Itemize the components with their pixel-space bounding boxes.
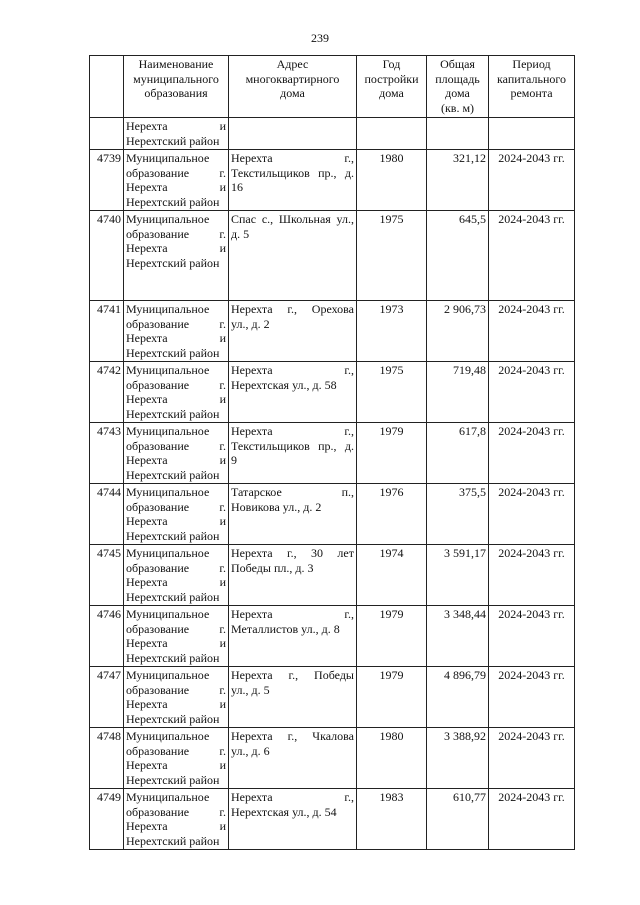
row-municipality <box>124 667 229 728</box>
row-address <box>229 789 357 850</box>
cell-line: образование г. <box>126 682 226 697</box>
header-year <box>357 56 427 118</box>
cell-line: образование г. <box>126 377 226 392</box>
row-number: 4746 <box>90 606 124 667</box>
row-municipality <box>124 362 229 423</box>
cell-line: Нерехта и <box>126 758 226 772</box>
cell-line: Нерехта г., 30 лет <box>231 546 354 560</box>
cell-line: постройки <box>364 71 419 86</box>
row-number: 4739 <box>90 150 124 211</box>
row-year: 1974 <box>357 545 427 606</box>
row-address <box>229 211 357 301</box>
row-municipality <box>124 789 229 850</box>
continuation-year <box>357 118 427 150</box>
table-row <box>90 211 575 301</box>
row-period: 2024-2043 гг. <box>489 545 575 606</box>
row-area: 645,5 <box>427 211 489 301</box>
row-period: 2024-2043 гг. <box>489 728 575 789</box>
cell-line: Нерехтский район <box>126 711 220 726</box>
cell-line: ул., д. 2 <box>231 316 270 331</box>
cell-line: Нерехта и <box>126 819 226 833</box>
row-address <box>229 150 357 211</box>
row-area: 3 388,92 <box>427 728 489 789</box>
row-municipality <box>124 606 229 667</box>
cell-line: Нерехта г., <box>231 151 354 165</box>
cell-line: ул., д. 5 <box>231 682 270 697</box>
cell-line: капитального <box>497 71 566 86</box>
cell-line: Нерехта и <box>126 119 226 133</box>
cell-line: Муниципальное <box>126 485 210 499</box>
cell-line: 9 <box>231 453 237 467</box>
cell-line: Муниципальное <box>126 668 210 682</box>
cell-line: 16 <box>231 180 243 194</box>
cell-line: дома <box>379 86 404 100</box>
cell-line: Муниципальное <box>126 363 210 377</box>
row-period: 2024-2043 гг. <box>489 484 575 545</box>
row-address <box>229 423 357 484</box>
cell-line: Победы пл., д. 3 <box>231 560 314 575</box>
row-year: 1979 <box>357 606 427 667</box>
row-area: 375,5 <box>427 484 489 545</box>
cell-line: образование г. <box>126 165 226 180</box>
row-area: 4 896,79 <box>427 667 489 728</box>
cell-line: (кв. м) <box>440 100 475 115</box>
header-period <box>489 56 575 118</box>
table-row <box>90 667 575 728</box>
cell-line: Общая <box>440 57 475 71</box>
row-number: 4741 <box>90 301 124 362</box>
cell-line: Нерехтский район <box>126 467 220 482</box>
cell-line: Нерехта и <box>126 636 226 650</box>
cell-line: Нерехтский район <box>126 528 220 543</box>
housing-registry-table <box>89 55 575 850</box>
cell-line: образование г. <box>126 438 226 453</box>
cell-line: Нерехта и <box>126 453 226 467</box>
row-municipality <box>124 150 229 211</box>
cell-line: Нерехта г., <box>231 607 354 621</box>
cell-line: Адрес <box>276 57 309 71</box>
row-year: 1975 <box>357 362 427 423</box>
cell-line: ул., д. 6 <box>231 743 270 758</box>
row-year: 1983 <box>357 789 427 850</box>
cell-line: образование г. <box>126 499 226 514</box>
row-number: 4740 <box>90 211 124 301</box>
row-year: 1979 <box>357 423 427 484</box>
row-number: 4748 <box>90 728 124 789</box>
continuation-address <box>229 118 357 150</box>
cell-line: д. 5 <box>231 226 250 241</box>
row-period: 2024-2043 гг. <box>489 606 575 667</box>
cell-line: Нерехта и <box>126 241 226 255</box>
row-municipality <box>124 484 229 545</box>
table-row <box>90 301 575 362</box>
row-period: 2024-2043 гг. <box>489 423 575 484</box>
table-row <box>90 789 575 850</box>
row-area: 3 591,17 <box>427 545 489 606</box>
cell-line: Муниципальное <box>126 790 210 804</box>
row-period: 2024-2043 гг. <box>489 301 575 362</box>
cell-line: образование г. <box>126 316 226 331</box>
table-row <box>90 362 575 423</box>
row-address <box>229 728 357 789</box>
cell-line: Нерехта и <box>126 514 226 528</box>
cell-line: Спас с., Школьная ул., <box>231 212 354 226</box>
row-year: 1980 <box>357 150 427 211</box>
row-number: 4742 <box>90 362 124 423</box>
cell-line: Нерехта и <box>126 392 226 406</box>
cell-line: Нерехта и <box>126 575 226 589</box>
cell-line: Нерехтский район <box>126 133 220 148</box>
row-number: 4744 <box>90 484 124 545</box>
cell-line: дома <box>280 86 305 100</box>
cell-line: Муниципальное <box>126 151 210 165</box>
cell-line: Металлистов ул., д. 8 <box>231 621 340 636</box>
row-year: 1979 <box>357 667 427 728</box>
row-period: 2024-2043 гг. <box>489 211 575 301</box>
row-number: 4749 <box>90 789 124 850</box>
cell-line: Нерехтская ул., д. 54 <box>231 804 337 819</box>
cell-line: Муниципальное <box>126 546 210 560</box>
cell-line: Нерехта г., <box>231 790 354 804</box>
cell-line: Муниципальное <box>126 302 210 316</box>
header-num <box>90 56 124 118</box>
cell-line: Нерехта и <box>126 331 226 345</box>
row-year: 1973 <box>357 301 427 362</box>
row-address <box>229 362 357 423</box>
header-municipality <box>124 56 229 118</box>
row-area: 719,48 <box>427 362 489 423</box>
header-area <box>427 56 489 118</box>
cell-line: образование г. <box>126 743 226 758</box>
row-area: 2 906,73 <box>427 301 489 362</box>
row-address <box>229 667 357 728</box>
cell-line: Текстильщиков пр., д. <box>231 165 354 180</box>
continuation-period <box>489 118 575 150</box>
header-address <box>229 56 357 118</box>
row-period: 2024-2043 гг. <box>489 362 575 423</box>
row-municipality <box>124 301 229 362</box>
cell-line: Муниципальное <box>126 607 210 621</box>
cell-line: Татарское п., <box>231 485 354 499</box>
row-period: 2024-2043 гг. <box>489 789 575 850</box>
row-number: 4747 <box>90 667 124 728</box>
row-address <box>229 484 357 545</box>
row-number: 4743 <box>90 423 124 484</box>
row-municipality <box>124 423 229 484</box>
continuation-municipality <box>124 118 229 150</box>
row-period: 2024-2043 гг. <box>489 150 575 211</box>
cell-line: Год <box>382 57 401 71</box>
row-year: 1975 <box>357 211 427 301</box>
cell-line: Муниципальное <box>126 424 210 438</box>
row-number: 4745 <box>90 545 124 606</box>
cell-line: Нерехта г., <box>231 424 354 438</box>
table-row <box>90 423 575 484</box>
row-year: 1976 <box>357 484 427 545</box>
continuation-num <box>90 118 124 150</box>
continuation-row <box>90 118 575 150</box>
cell-line: Нерехтский район <box>126 406 220 421</box>
cell-line: дома <box>445 86 470 100</box>
cell-line: площадь <box>435 71 480 86</box>
cell-line: Нерехтский район <box>126 650 220 665</box>
cell-line: Нерехтский район <box>126 345 220 360</box>
cell-line: образование г. <box>126 226 226 241</box>
cell-line: Нерехтский район <box>126 255 220 270</box>
row-address <box>229 301 357 362</box>
row-area: 617,8 <box>427 423 489 484</box>
cell-line: ремонта <box>510 86 553 100</box>
table-row <box>90 606 575 667</box>
cell-line: Нерехта г., <box>231 363 354 377</box>
row-municipality <box>124 728 229 789</box>
table-row <box>90 150 575 211</box>
cell-line: Нерехта г., Чкалова <box>231 729 354 743</box>
row-municipality <box>124 545 229 606</box>
row-address <box>229 606 357 667</box>
row-area: 321,12 <box>427 150 489 211</box>
cell-line: Нерехтский район <box>126 194 220 209</box>
cell-line: Нерехта и <box>126 180 226 194</box>
row-period: 2024-2043 гг. <box>489 667 575 728</box>
cell-line: Нерехта и <box>126 697 226 711</box>
continuation-area <box>427 118 489 150</box>
cell-line: Нерехтский район <box>126 833 220 848</box>
cell-line: образование г. <box>126 560 226 575</box>
cell-line: Наименование <box>138 57 214 71</box>
cell-line: Новикова ул., д. 2 <box>231 499 322 514</box>
row-area: 610,77 <box>427 789 489 850</box>
cell-line: Текстильщиков пр., д. <box>231 438 354 453</box>
row-area: 3 348,44 <box>427 606 489 667</box>
row-municipality <box>124 211 229 301</box>
cell-line: Период <box>512 57 551 71</box>
cell-line: образование г. <box>126 621 226 636</box>
row-year: 1980 <box>357 728 427 789</box>
page-number: 239 <box>311 31 329 45</box>
cell-line: Нерехта г., Орехова <box>231 302 354 316</box>
cell-line: муниципального <box>133 71 219 86</box>
cell-line: Нерехта г., Победы <box>231 668 354 682</box>
cell-line: многоквартирного <box>245 71 340 86</box>
cell-line: Нерехтская ул., д. 58 <box>231 377 337 392</box>
cell-line: Нерехтский район <box>126 772 220 787</box>
cell-line: Нерехтский район <box>126 589 220 604</box>
table-row <box>90 484 575 545</box>
table-row <box>90 728 575 789</box>
table-row <box>90 545 575 606</box>
cell-line: образование г. <box>126 804 226 819</box>
cell-line: Муниципальное <box>126 212 210 226</box>
table-header-row <box>90 56 575 118</box>
cell-line: Муниципальное <box>126 729 210 743</box>
cell-line: образования <box>144 86 208 100</box>
row-address <box>229 545 357 606</box>
